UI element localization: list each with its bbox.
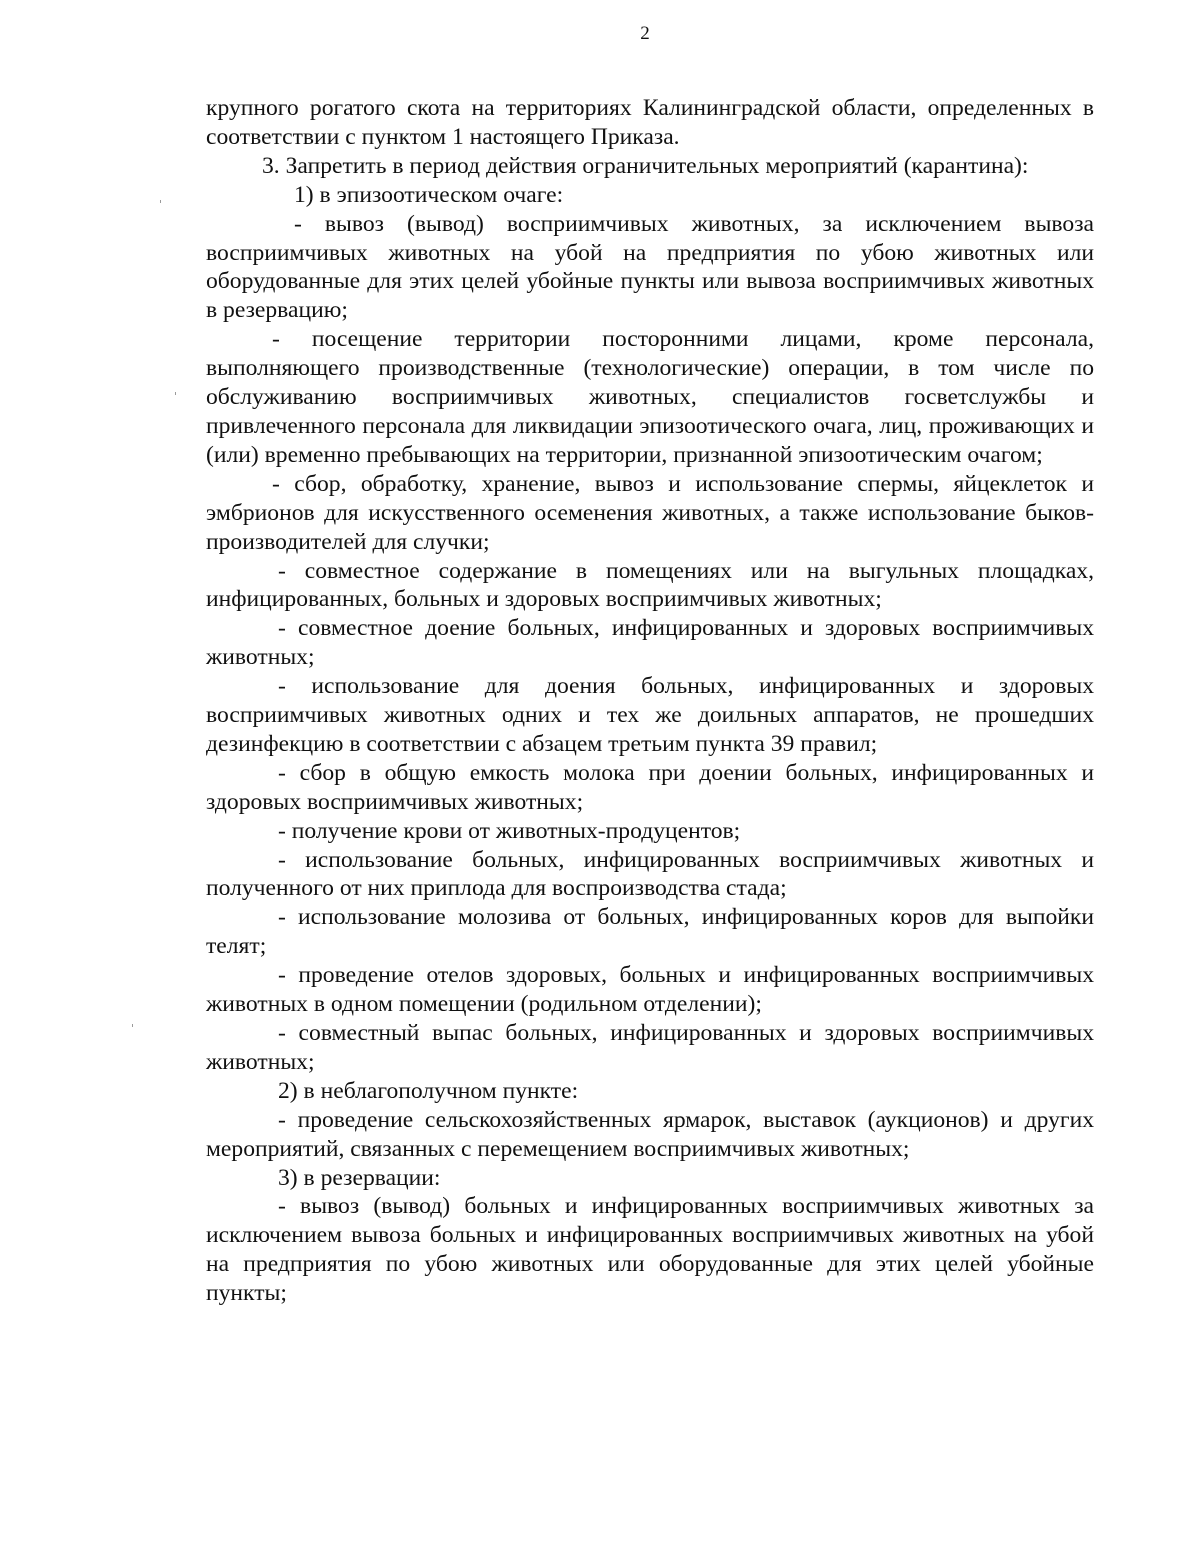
- paragraph: - вывоз (вывод) восприимчивых животных, за исключением вывоза восприимчивых животных на убой на предприятия по убою животных или оборудованные для этих целей убойные пункты или вывоза восприимчивых животных в резервацию;: [206, 210, 1094, 324]
- scan-artifact: [132, 1024, 133, 1027]
- paragraph: - получение крови от животных-продуцентов;: [278, 817, 741, 844]
- paragraph: - совместное доение больных, инфицированных и здоровых восприимчивых животных;: [206, 615, 1094, 671]
- paragraph: - совместный выпас больных, инфицированных и здоровых восприимчивых животных;: [206, 1020, 1094, 1075]
- paragraph: - сбор, обработку, хранение, вывоз и использование спермы, яйцеклеток и эмбрионов для искусственного осеменения животных, а также использование быков-производителей для случки;: [206, 470, 1094, 555]
- paragraph: - использование для доения больных, инфицированных и здоровых восприимчивых животных одних и тех же доильных аппаратов, не прошедших дезинфекцию в соответствии с абзацем третьим пункта 39 правил;: [206, 673, 1094, 757]
- paragraph: - проведение сельскохозяйственных ярмарок, выставок (аукционов) и других мероприятий, связанных с перемещением восприимчивых животных;: [206, 1106, 1094, 1162]
- paragraph: - вывоз (вывод) больных и инфицированных восприимчивых животных за исключением вывоза больных и инфицированных восприимчивых животных на убой на предприятия по убою животных или оборудованные для этих целей убойные пункты;: [206, 1193, 1094, 1307]
- scan-artifact: [175, 392, 176, 395]
- scan-artifact: [160, 200, 161, 203]
- paragraph: 3) в резервации:: [278, 1164, 441, 1191]
- paragraph: - использование молозива от больных, инфицированных коров для выпойки телят;: [206, 904, 1094, 960]
- paragraph: - проведение отелов здоровых, больных и инфицированных восприимчивых животных в одном помещении (родильном отделении);: [206, 962, 1094, 1018]
- paragraph: крупного рогатого скота на территориях Калининградской области, определенных в соответствии с пунктом 1 настоящего Приказа.: [206, 95, 1094, 150]
- document-body: [206, 94, 1094, 1308]
- paragraph: 3. Запретить в период действия ограничительных мероприятий (карантина):: [262, 152, 1029, 179]
- paragraph: 2) в неблагополучном пункте:: [278, 1077, 579, 1104]
- paragraph: - совместное содержание в помещениях или на выгульных площадках, инфицированных, больных и здоровых восприимчивых животных;: [206, 557, 1094, 613]
- paragraph: - сбор в общую емкость молока при доении больных, инфицированных и здоровых восприимчивых животных;: [206, 759, 1094, 815]
- page-number: 2: [640, 23, 650, 44]
- paragraph: - использование больных, инфицированных восприимчивых животных и полученного от них приплода для воспроизводства стада;: [206, 846, 1094, 902]
- paragraph: 1) в эпизоотическом очаге:: [294, 181, 564, 208]
- paragraph: - посещение территории посторонними лицами, кроме персонала, выполняющего производственные (технологические) операции, в том числе по обслуживанию восприимчивых животных, специалистов госветслужбы и привлеченного персонала для ликвидации эпизоотического очага, лиц, проживающих и (или) временно пребывающих на территории, признанной эпизоотическим очагом;: [206, 326, 1094, 468]
